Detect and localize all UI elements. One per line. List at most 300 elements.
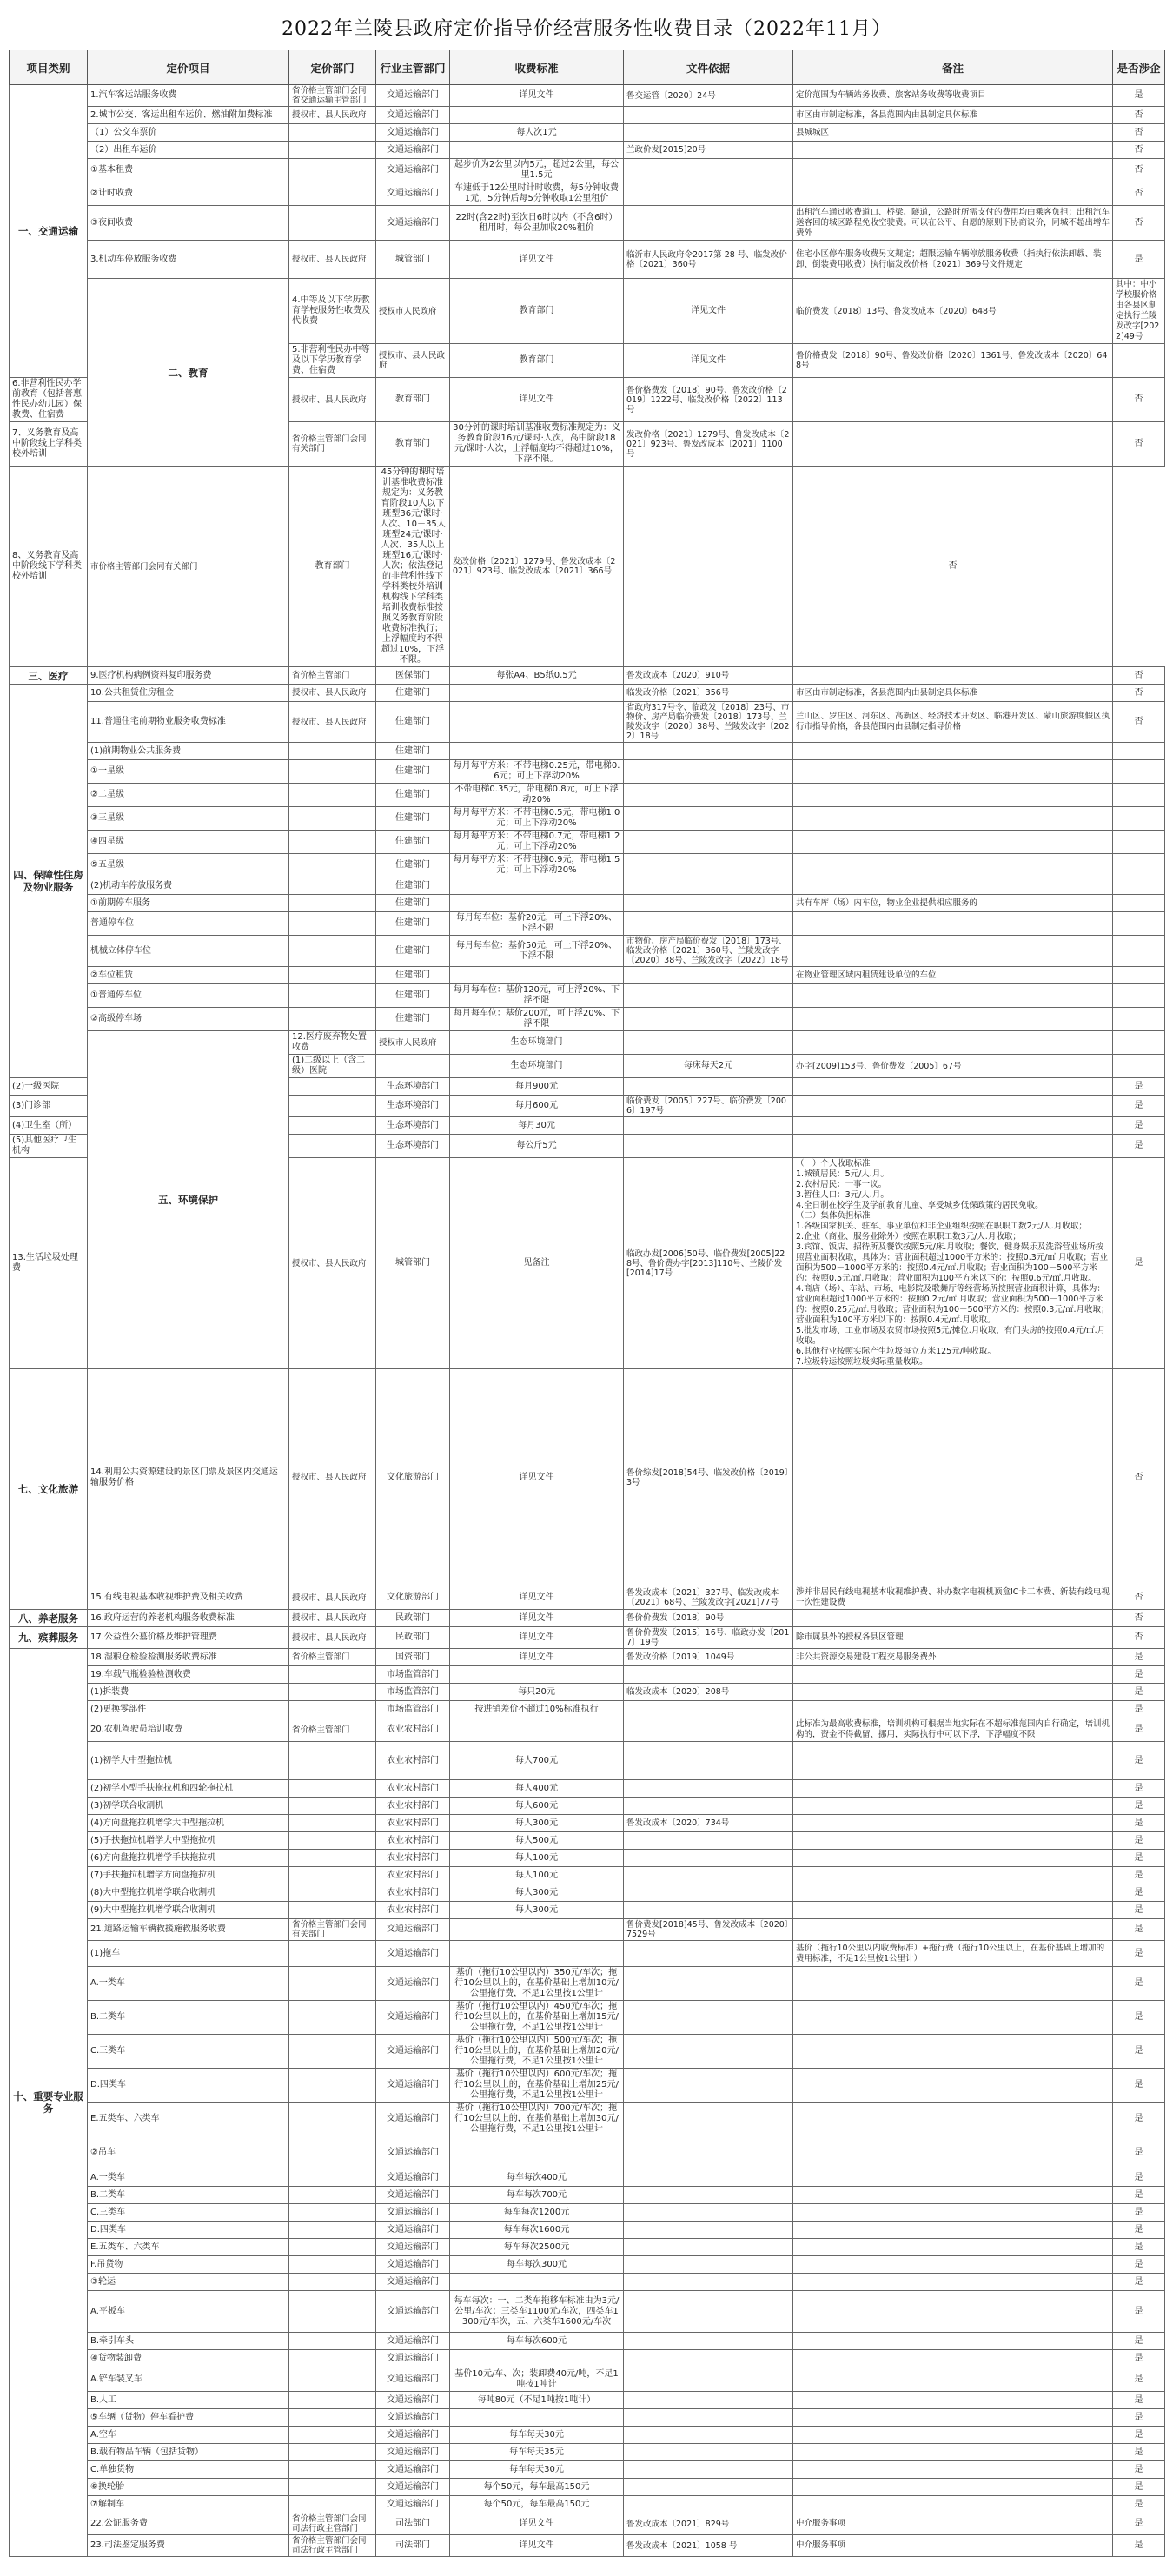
fee-standard-cell: 每车每次1600元	[450, 2222, 624, 2239]
industry-dept-cell: 农业农村部门	[376, 1718, 450, 1742]
pricing-dept-cell	[289, 2204, 376, 2222]
document-basis-cell: 鲁交运管〔2020〕24号	[624, 85, 793, 107]
document-basis-cell	[624, 1967, 793, 2001]
item-cell: ②车位租赁	[88, 967, 289, 984]
remarks-cell	[793, 2350, 1113, 2367]
document-basis-cell	[624, 206, 793, 241]
document-basis-cell	[624, 2204, 793, 2222]
col-header-remarks: 备注	[793, 50, 1113, 85]
table-row	[10, 124, 1165, 142]
industry-dept-cell: 住建部门	[376, 784, 450, 807]
document-basis-cell: 办字[2009]153号、鲁价费发〔2005〕67号	[793, 1055, 1113, 1078]
document-basis-cell: 临价费发〔2005〕227号、临价费发〔2006〕197号	[624, 1096, 793, 1117]
remarks-cell: 涉并非居民有线电视基本收视维护费、补办数字电视机顶盒IC卡工本费、新装有线电视一次性建设费	[793, 1586, 1113, 1610]
enterprise-cell: 是	[1113, 1884, 1165, 1902]
industry-dept-cell: 国资部门	[376, 1649, 450, 1666]
remarks-cell	[793, 2069, 1113, 2103]
table-row	[10, 912, 1165, 936]
item-cell: (8)大中型拖拉机增学联合收割机	[88, 1884, 289, 1902]
item-cell: ⑦解制车	[88, 2496, 289, 2513]
industry-dept-cell: 交通运输部门	[376, 2427, 450, 2444]
item-cell: D.四类车	[88, 2069, 289, 2103]
industry-dept-cell: 民政部门	[376, 1610, 450, 1627]
item-cell: F.吊货物	[88, 2256, 289, 2274]
enterprise-cell: 是	[1113, 2274, 1165, 2291]
item-cell: C.三类车	[88, 2204, 289, 2222]
document-basis-cell	[624, 2367, 793, 2392]
table-row	[10, 159, 1165, 182]
fee-standard-cell: 起步价为2公里以内5元，超过2公里，每公里1.5元	[450, 159, 624, 182]
table-row	[10, 206, 1165, 241]
industry-dept-cell: 住建部门	[376, 685, 450, 702]
enterprise-cell	[1113, 784, 1165, 807]
pricing-dept-cell	[289, 967, 376, 984]
document-basis-cell	[624, 1117, 793, 1135]
document-basis-cell	[624, 1884, 793, 1902]
remarks-cell	[793, 1902, 1113, 1919]
fee-standard-cell: 详见文件	[450, 1586, 624, 1610]
document-basis-cell: 鲁发改成本〔2021〕327号、临发改成本〔2021〕68号、兰陵发改字[2021]77号	[624, 1586, 793, 1610]
remarks-cell	[793, 784, 1113, 807]
document-basis-cell	[624, 2187, 793, 2204]
fee-standard-cell: 见备注	[450, 1158, 624, 1369]
document-basis-cell	[624, 1008, 793, 1031]
industry-dept-cell: 生态环境部门	[376, 1117, 450, 1135]
remarks-cell: 除市属县外的授权各县区管理	[793, 1627, 1113, 1649]
remarks-cell: 出租汽车通过收费道口、桥梁、隧道，公路时所需支付的费用均由乘客负担；出租汽车送客回的城区路程免收空驶费。可以在公平、自愿的原则下协商议价，同城不超出增车费外	[793, 206, 1113, 241]
industry-dept-cell: 交通运输部门	[376, 2333, 450, 2350]
industry-dept-cell: 交通运输部门	[376, 1967, 450, 2001]
table-row	[10, 702, 1165, 743]
industry-dept-cell: 交通运输部门	[376, 2291, 450, 2333]
remarks-cell	[624, 467, 793, 667]
pricing-dept-cell	[289, 2069, 376, 2103]
enterprise-cell: 是	[1113, 1718, 1165, 1742]
pricing-dept-cell	[289, 1967, 376, 2001]
fee-standard-cell: 每车每天35元	[450, 2444, 624, 2461]
pricing-dept-cell	[289, 1867, 376, 1884]
enterprise-cell	[1113, 984, 1165, 1008]
item-cell: (1)初学大中型拖拉机	[88, 1742, 289, 1780]
document-basis-cell	[624, 1701, 793, 1718]
remarks-cell	[793, 1832, 1113, 1850]
enterprise-cell: 否	[793, 467, 1113, 667]
industry-dept-cell: 交通运输部门	[376, 2350, 450, 2367]
enterprise-cell	[1113, 831, 1165, 854]
fee-standard-cell: 每月600元	[450, 1096, 624, 1117]
item-cell: 20.农机驾驶员培训收费	[88, 1718, 289, 1742]
remarks-cell	[793, 1666, 1113, 1684]
remarks-cell: 住宅小区停车服务收费另文规定；超限运输车辆停放服务收费（指执行依法卸载、装卸、倒装费用收费）执行临发改价格〔2021〕369号文件规定	[793, 241, 1113, 279]
pricing-dept-cell	[289, 784, 376, 807]
enterprise-cell: 是	[1113, 2187, 1165, 2204]
industry-dept-cell: 住建部门	[376, 743, 450, 760]
col-header-fee-standard: 收费标准	[450, 50, 624, 85]
remarks-cell: 其中：中小学校服价格由各县区制定执行兰陵发改字[2022]49号	[1113, 279, 1165, 344]
remarks-cell	[793, 1967, 1113, 2001]
pricing-dept-cell	[289, 807, 376, 831]
document-basis-cell	[624, 2461, 793, 2479]
remarks-cell: 基价（拖行10公里以内收费标准）+拖行费（拖行10公里以上，在基价基础上增加的费用标准，不足1公里按1公里计）	[793, 1941, 1113, 1967]
item-cell: ④四星级	[88, 831, 289, 854]
pricing-dept-cell	[289, 895, 376, 912]
document-basis-cell	[624, 159, 793, 182]
item-cell: 14.利用公共资源建设的景区门票及景区内交通运输服务价格	[88, 1369, 289, 1586]
item-cell: ⑤车辆（货物）停车看护费	[88, 2409, 289, 2427]
enterprise-cell: 是	[1113, 1158, 1165, 1369]
pricing-dept-cell	[289, 124, 376, 142]
fee-standard-cell: 每车每次600元	[450, 2333, 624, 2350]
table-row	[10, 1967, 1165, 2001]
fee-standard-cell: 每人100元	[450, 1867, 624, 1884]
industry-dept-cell: 农业农村部门	[376, 1815, 450, 1832]
industry-dept-cell: 农业农村部门	[376, 1742, 450, 1780]
industry-dept-cell: 交通运输部门	[376, 2187, 450, 2204]
remarks-cell	[793, 1008, 1113, 1031]
table-row	[10, 2427, 1165, 2444]
pricing-dept-cell	[289, 2222, 376, 2239]
remarks-cell	[793, 378, 1113, 422]
enterprise-cell	[1113, 1008, 1165, 1031]
industry-dept-cell: 交通运输部门	[376, 2367, 450, 2392]
pricing-dept-cell	[289, 2479, 376, 2496]
industry-dept-cell: 生态环境部门	[450, 1031, 624, 1055]
industry-dept-cell: 城管部门	[376, 241, 450, 279]
fee-standard-cell: 每车每次2500元	[450, 2239, 624, 2256]
enterprise-cell: 否	[1113, 378, 1165, 422]
industry-dept-cell: 农业农村部门	[376, 1832, 450, 1850]
pricing-dept-cell: 授权市、县人民政府	[289, 1369, 376, 1586]
enterprise-cell: 是	[1113, 2001, 1165, 2035]
pricing-dept-cell: 授权市、县人民政府	[289, 685, 376, 702]
pricing-dept-cell	[289, 2392, 376, 2409]
fee-standard-cell: 每月30元	[450, 1117, 624, 1135]
remarks-cell	[793, 760, 1113, 784]
enterprise-cell: 否	[1113, 206, 1165, 241]
item-cell: 9.医疗机构病例资料复印服务费	[88, 667, 289, 685]
enterprise-cell: 是	[1113, 2427, 1165, 2444]
enterprise-cell: 是	[1113, 2513, 1165, 2535]
industry-dept-cell: 住建部门	[376, 760, 450, 784]
document-basis-cell: 鲁发改成本〔2020〕734号	[624, 1815, 793, 1832]
table-row	[10, 784, 1165, 807]
document-basis-cell	[624, 1718, 793, 1742]
item-cell: 7、义务教育及高中阶段线上学科类校外培训	[10, 422, 88, 467]
table-row	[10, 1815, 1165, 1832]
table-row	[10, 1902, 1165, 1919]
table-row	[10, 807, 1165, 831]
fee-standard-cell: 每只20元	[450, 1684, 624, 1701]
fee-standard-cell	[450, 1666, 624, 1684]
document-basis-cell	[624, 984, 793, 1008]
item-cell: 普通停车位	[88, 912, 289, 936]
pricing-dept-cell: 省价格主管部门会同司法行政主管部门	[289, 2535, 376, 2557]
remarks-cell	[793, 2496, 1113, 2513]
pricing-dept-cell	[289, 182, 376, 206]
remarks-cell	[793, 2222, 1113, 2239]
remarks-cell	[793, 1701, 1113, 1718]
item-cell: 19.车载气瓶检验检测收费	[88, 1666, 289, 1684]
item-cell: 22.公证服务费	[88, 2513, 289, 2535]
fee-standard-cell	[450, 1919, 624, 1941]
fee-standard-cell: 基价（拖行10公里以内）450元/车次；拖行10公里以上的，在基价基础上增加15元/公里拖行费，不足1公里按1公里计	[450, 2001, 624, 2035]
remarks-cell	[1113, 1031, 1165, 1055]
industry-dept-cell: 农业农村部门	[376, 1884, 450, 1902]
fee-standard-cell: 按进销差价不超过10%标准执行	[450, 1701, 624, 1718]
industry-dept-cell: 交通运输部门	[376, 85, 450, 107]
pricing-dept-cell	[289, 877, 376, 895]
pricing-dept-cell: 授权市、县人民政府	[289, 1586, 376, 1610]
document-basis-cell	[624, 2035, 793, 2069]
enterprise-cell: 是	[1113, 2444, 1165, 2461]
table-row	[10, 1369, 1165, 1586]
industry-dept-cell: 生态环境部门	[376, 1135, 450, 1158]
fee-standard-cell: 每月每车位：基价50元，可上下浮20%、下浮不限	[450, 936, 624, 967]
enterprise-cell: 是	[1113, 1919, 1165, 1941]
item-cell: ③轮运	[88, 2274, 289, 2291]
fee-standard-cell: 详见文件	[450, 1610, 624, 1627]
item-cell: (1)二级以上（含二级）医院	[289, 1055, 376, 1078]
item-cell: 3.机动车停放服务收费	[88, 241, 289, 279]
col-header-enterprise: 是否涉企	[1113, 50, 1165, 85]
remarks-cell: 中介服务事项	[793, 2535, 1113, 2557]
fee-standard-cell: 详见文件	[450, 85, 624, 107]
item-cell: (9)大中型拖拉机增学联合收割机	[88, 1902, 289, 1919]
table-row	[10, 2204, 1165, 2222]
item-cell: ①前期停车服务	[88, 895, 289, 912]
document-basis-cell	[624, 2239, 793, 2256]
pricing-dept-cell	[289, 2444, 376, 2461]
document-basis-cell: 鲁价格费发〔2018〕90号、鲁发改价格〔2020〕1361号、鲁发改成本〔2020〕648号	[793, 344, 1113, 378]
table-row	[10, 2136, 1165, 2169]
enterprise-cell: 是	[1113, 2204, 1165, 2222]
fee-standard-cell: 每月每平方米：不带电梯0.25元，带电梯0.6元；可上下浮动20%	[450, 760, 624, 784]
fee-standard-cell: 基价（拖行10公里以内）700元/车次；拖行10公里以上的，在基价基础上增加30元/公里拖行费，不足1公里按1公里计	[450, 2103, 624, 2136]
fee-standard-cell	[450, 2274, 624, 2291]
table-row	[10, 1627, 1165, 1649]
table-row	[10, 2274, 1165, 2291]
table-row	[10, 2513, 1165, 2535]
pricing-dept-cell	[289, 2169, 376, 2187]
enterprise-cell: 是	[1113, 1096, 1165, 1117]
item-cell: ③三星级	[88, 807, 289, 831]
enterprise-cell: 是	[1113, 2496, 1165, 2513]
fee-standard-cell	[450, 107, 624, 124]
remarks-cell	[793, 182, 1113, 206]
fee-standard-cell: 详见文件	[624, 279, 793, 344]
col-header-document-basis: 文件依据	[624, 50, 793, 85]
remarks-cell	[793, 2187, 1113, 2204]
document-basis-cell	[624, 2222, 793, 2239]
fee-standard-cell	[624, 1031, 793, 1055]
remarks-cell	[793, 743, 1113, 760]
item-cell: A.平板车	[88, 2291, 289, 2333]
item-cell: （2）出租车运价	[88, 142, 289, 159]
table-row	[10, 667, 1165, 685]
document-basis-cell	[624, 2103, 793, 2136]
table-row	[10, 2069, 1165, 2103]
enterprise-cell: 否	[1113, 159, 1165, 182]
remarks-cell	[793, 667, 1113, 685]
industry-dept-cell: 市场监管部门	[376, 1701, 450, 1718]
pricing-dept-cell	[289, 1078, 376, 1096]
item-cell: B.牵引车头	[88, 2333, 289, 2350]
enterprise-cell: 是	[1113, 2350, 1165, 2367]
pricing-dept-cell: 授权市、县人民政府	[289, 241, 376, 279]
enterprise-cell: 否	[1113, 1369, 1165, 1586]
remarks-cell	[793, 1610, 1113, 1627]
enterprise-cell: 是	[1113, 1780, 1165, 1798]
item-cell: 4.中等及以下学历教育学校服务性收费及代收费	[289, 279, 376, 344]
industry-dept-cell: 交通运输部门	[376, 1941, 450, 1967]
fee-standard-cell: 每个50元，每车最高150元	[450, 2496, 624, 2513]
table-row	[10, 1832, 1165, 1850]
document-basis-cell: 临沂市人民政府令2017第 28 号、临发改价格〔2021〕360号	[624, 241, 793, 279]
remarks-cell	[793, 2427, 1113, 2444]
table-row	[10, 936, 1165, 967]
document-basis-cell: 临政办发[2006]50号、临价费发[2005]228号、鲁价费办字[2013]110号、兰陵价发[2014]17号	[624, 1158, 793, 1369]
pricing-dept-cell: 省价格主管部门会同有关部门	[289, 1919, 376, 1941]
table-header-row	[10, 50, 1165, 85]
fee-standard-cell: 45分钟的课时培训基准收费标准规定为：义务教育阶段10人以下班型36元/课时·人次、10－35人班型24元/课时·人次、35人以上班型16元/课时·人次；依法登记的非营利性线下学科类校外培训机构线下学科类培训收费标准按照义务教育阶段收费标准执行；上浮幅度均不得超过10%，下浮不限。	[376, 467, 450, 667]
remarks-cell: 在物业管理区域内租赁建设单位的车位	[793, 967, 1113, 984]
item-cell: (1)拆装费	[88, 1684, 289, 1701]
document-basis-cell: 鲁发改成本〔2021〕1058 号	[624, 2535, 793, 2557]
enterprise-cell: 否	[1113, 685, 1165, 702]
pricing-dept-cell	[289, 2136, 376, 2169]
pricing-dept-cell	[289, 2350, 376, 2367]
document-basis-cell	[624, 107, 793, 124]
col-header-item: 定价项目	[88, 50, 289, 85]
document-basis-cell	[624, 2291, 793, 2333]
pricing-dept-cell: 授权市、县人民政府	[289, 378, 376, 422]
enterprise-cell: 是	[1113, 85, 1165, 107]
remarks-cell: 市区由市制定标准，各县范围内由县制定具体标准	[793, 685, 1113, 702]
remarks-cell: 共有车库（场）内车位，物业企业提供相应服务的	[793, 895, 1113, 912]
remarks-cell	[793, 2461, 1113, 2479]
item-cell: ①基本租费	[88, 159, 289, 182]
item-cell: (2)机动车停放服务费	[88, 877, 289, 895]
table-row	[10, 2479, 1165, 2496]
col-header-industry-dept: 行业主管部门	[376, 50, 450, 85]
industry-dept-cell: 医保部门	[376, 667, 450, 685]
item-cell: 机械立体停车位	[88, 936, 289, 967]
remarks-cell	[793, 1919, 1113, 1941]
pricing-dept-cell	[289, 142, 376, 159]
table-row	[10, 1718, 1165, 1742]
remarks-cell	[793, 2136, 1113, 2169]
item-cell: 13.生活垃圾处理费	[10, 1158, 88, 1369]
enterprise-cell: 是	[1113, 2239, 1165, 2256]
document-basis-cell	[624, 182, 793, 206]
table-row	[10, 107, 1165, 124]
industry-dept-cell: 交通运输部门	[376, 107, 450, 124]
category-cell: 七、文化旅游	[10, 1369, 88, 1610]
fee-standard-cell: 每人300元	[450, 1815, 624, 1832]
item-cell: ④货物装卸费	[88, 2350, 289, 2367]
remarks-cell	[793, 1867, 1113, 1884]
fee-standard-cell: 每人300元	[450, 1902, 624, 1919]
pricing-dept-cell	[289, 2496, 376, 2513]
fee-standard-cell: 基价（拖行10公里以内）500元/车次；拖行10公里以上的，在基价基础上增加20元/公里拖行费，不足1公里按1公里计	[450, 2035, 624, 2069]
item-cell: (4)方向盘拖拉机增学大中型拖拉机	[88, 1815, 289, 1832]
pricing-dept-cell	[289, 1096, 376, 1117]
enterprise-cell: 否	[1113, 124, 1165, 142]
industry-dept-cell: 住建部门	[376, 967, 450, 984]
pricing-dept-cell: 省价格主管部门会同司法行政主管部门	[289, 2513, 376, 2535]
document-basis-cell	[793, 1031, 1113, 1055]
document-basis-cell	[624, 877, 793, 895]
fee-standard-cell	[450, 702, 624, 743]
table-row	[10, 142, 1165, 159]
fee-standard-cell: 每公斤5元	[450, 1135, 624, 1158]
enterprise-cell: 否	[1113, 1627, 1165, 1649]
fee-standard-cell: 详见文件	[450, 1369, 624, 1586]
category-cell: 九、殡葬服务	[10, 1627, 88, 1649]
enterprise-cell: 是	[1113, 1815, 1165, 1832]
remarks-cell	[793, 2204, 1113, 2222]
fee-standard-cell: 每人700元	[450, 1742, 624, 1780]
table-row	[10, 854, 1165, 877]
fee-standard-cell: 每车每次1200元	[450, 2204, 624, 2222]
table-row	[10, 1884, 1165, 1902]
pricing-dept-cell: 授权市人民政府	[376, 1031, 450, 1055]
item-cell: C.单独货物	[88, 2461, 289, 2479]
pricing-dept-cell	[289, 760, 376, 784]
document-basis-cell	[624, 2169, 793, 2187]
col-header-category: 项目类别	[10, 50, 88, 85]
fee-standard-cell: 车速低于12公里时计时收费，每5分钟收费1元，5分钟后每5分钟收取1公里租价	[450, 182, 624, 206]
pricing-dept-cell	[289, 1666, 376, 1684]
document-basis-cell	[624, 2001, 793, 2035]
industry-dept-cell: 交通运输部门	[376, 2103, 450, 2136]
table-row	[10, 1850, 1165, 1867]
fee-standard-cell: 每人100元	[450, 1850, 624, 1867]
document-basis-cell: 市物价、房产局临价费发〔2018〕173号、临发改价格〔2021〕360号、兰陵发改字〔2020〕38号、兰陵发改字〔2022〕18号	[624, 936, 793, 967]
industry-dept-cell: 教育部门	[289, 467, 376, 667]
remarks-cell: （一）个人收取标准 1.城镇居民：5元/人.月。 2.农村居民：一事一议。 3.暂住人口：3元/人.月。 4.全日制在校学生及学前教育儿童、享受城乡低保政策的居民免收。 （二）集体负担标准 1.各级国家机关、驻军、事业单位和非企业组织按照在职职工数2元/人.月收取； 2.企业（商业、服务业除外）按照在职职工数3元/人.月收取； 3.宾馆、饭店、招待所及餐饮按照5元/床.月收取；餐饮、健身娱乐及洗浴营业场所按照营业面积收取，具体为：营业面积超过1000平方米的：按照0.3元/㎡.月收取；营业面积为500－1000平方米的：按照0.4元/㎡.月收取；营业面积为100－500平方米的：按照0.5元/㎡.月收取；营业面积为100平方米以下的：按照0.6元/㎡.月收取。 4.商店（场）、车站、市场、电影院及歌舞厅等经营场所按照营业面积计算，具体为：营业面积超过1000平方米的：按照0.2元/㎡.月收取；营业面积为500－1000平方米的：按照0.25元/㎡.月收取；营业面积为100－500平方米的：按照0.3元/㎡.月收取；营业面积为100平方米以下的：按照0.4元/㎡.月收取。 5.批发市场、工业市场及农贸市场按照5元/摊位.月收取，有门头房的按照0.4元/㎡.月收取。 6.其他行业按照实际产生垃圾每立方米125元/吨收取。 7.垃圾转运按照垃圾实际重量收取。	[793, 1158, 1113, 1369]
industry-dept-cell: 住建部门	[376, 877, 450, 895]
pricing-dept-cell	[289, 2291, 376, 2333]
enterprise-cell: 是	[1113, 1649, 1165, 1666]
industry-dept-cell: 交通运输部门	[376, 2479, 450, 2496]
enterprise-cell: 是	[1113, 2035, 1165, 2069]
item-cell: (3)门诊部	[10, 1096, 88, 1117]
fee-standard-cell: 每人300元	[450, 1884, 624, 1902]
category-cell: 三、医疗	[10, 667, 88, 685]
enterprise-cell	[1113, 912, 1165, 936]
item-cell: ⑥换轮胎	[88, 2479, 289, 2496]
industry-dept-cell: 农业农村部门	[376, 1867, 450, 1884]
industry-dept-cell: 农业农村部门	[376, 1850, 450, 1867]
enterprise-cell: 是	[1113, 1941, 1165, 1967]
table-row	[10, 1919, 1165, 1941]
industry-dept-cell: 交通运输部门	[376, 2239, 450, 2256]
remarks-cell	[793, 2409, 1113, 2427]
table-row	[10, 1586, 1165, 1610]
pricing-dept-cell	[289, 2409, 376, 2427]
category-cell: 二、教育	[88, 279, 289, 467]
remarks-cell	[793, 2392, 1113, 2409]
industry-dept-cell: 住建部门	[376, 936, 450, 967]
remarks-cell	[793, 2256, 1113, 2274]
table-row	[10, 1031, 1165, 1055]
document-basis-cell	[624, 912, 793, 936]
remarks-cell	[793, 2103, 1113, 2136]
industry-dept-cell: 交通运输部门	[376, 2496, 450, 2513]
remarks-cell	[793, 1096, 1113, 1117]
remarks-cell	[1113, 344, 1165, 378]
